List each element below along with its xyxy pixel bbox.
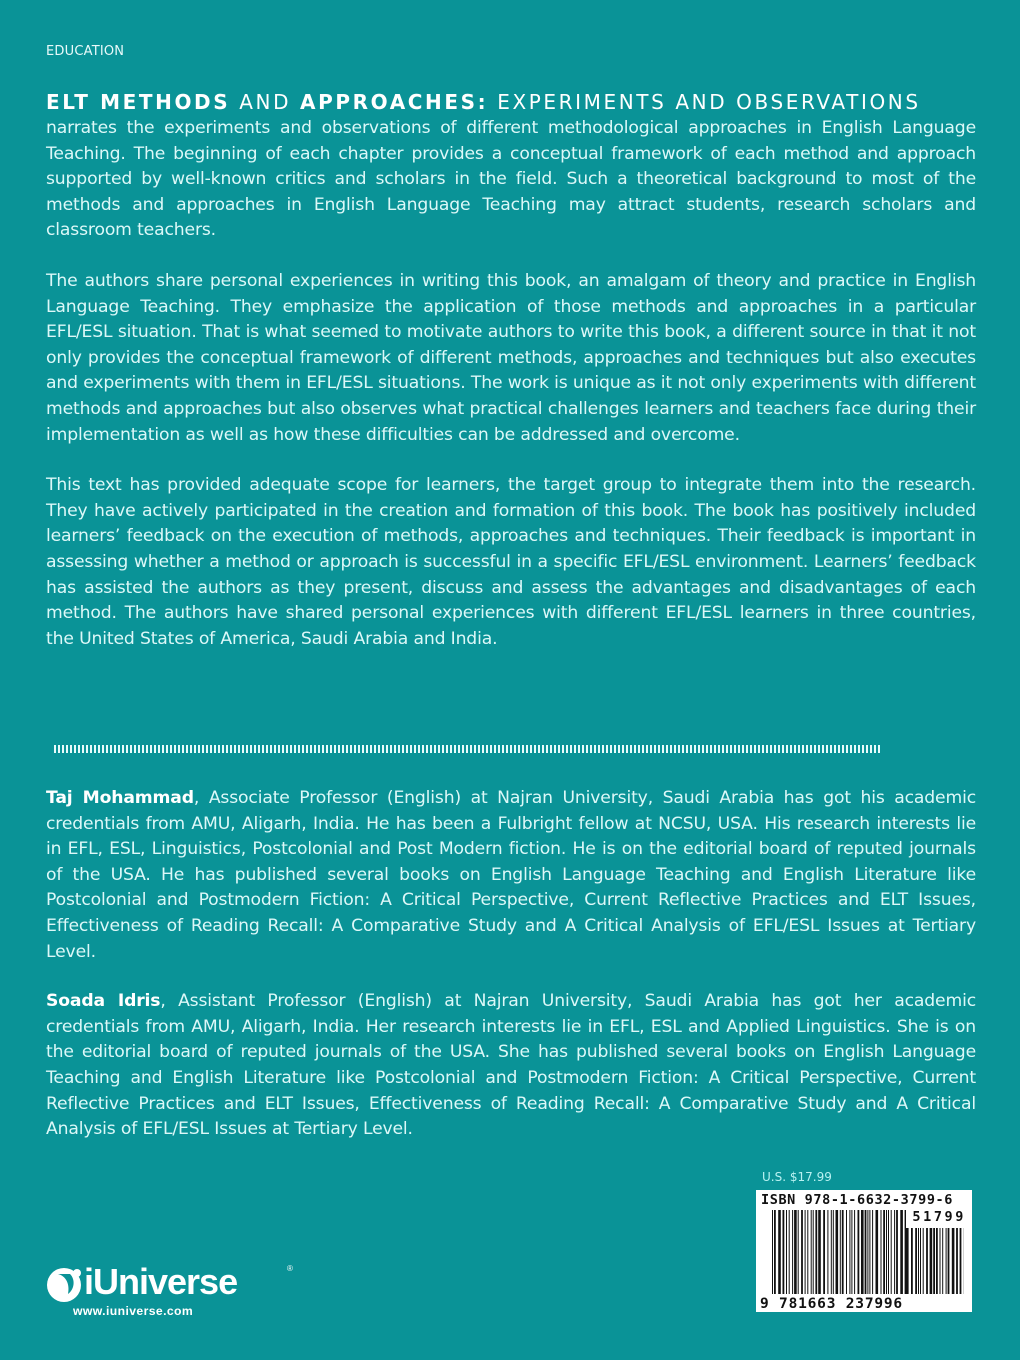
barcode-bar: [811, 1210, 812, 1294]
barcode-bar: [930, 1228, 933, 1294]
barcode-bar: [851, 1210, 852, 1294]
barcode-bar: [827, 1210, 828, 1294]
barcode-bar: [942, 1228, 943, 1294]
barcode-bar: [858, 1210, 860, 1294]
description-paragraph-1: narrates the experiments and observations of different methodological approaches in English Language Teaching. The beginning of each chapter provides a conceptual framework of each method and approach supported by well-known critics and scholars in the field. Such a theoretical background to most of the methods and approaches in English Language Teaching may attract students, research scholars and classroom teachers.: [46, 118, 976, 241]
barcode-bar: [846, 1210, 847, 1294]
barcode-bar: [798, 1210, 799, 1294]
barcode-bar: [813, 1210, 814, 1294]
barcode-bar: [940, 1228, 941, 1294]
publisher-name: iUniverse: [84, 1261, 238, 1302]
isbn-barcode: [756, 1190, 972, 1312]
barcode-bar: [865, 1210, 867, 1294]
author-bio-1: [46, 786, 976, 965]
barcode-bar: [861, 1210, 864, 1294]
barcode-bar: [869, 1210, 870, 1294]
barcode-bar: [923, 1228, 924, 1294]
registered-mark: ®: [287, 1264, 293, 1273]
publisher-logo: [44, 1260, 304, 1330]
description-paragraph-2: The authors share personal experiences in writing this book, an amalgam of theory and practice in English Language Teaching. They emphasize the application of those methods and approaches in a particular EFL/ESL situation. That is what seemed to motivate authors to write this book, a different source in that it not only provides the conceptual framework of different methods, approaches and techniques but also executes and experiments with them in EFL/ESL situations. The work is unique as it not only experiments with different methods and approaches but also observes what practical challenges learners and teachers face during their implementation as well as how these difficulties can be addressed and overcome.: [46, 270, 976, 445]
barcode-bar: [886, 1210, 887, 1294]
barcode-bar: [867, 1210, 868, 1294]
barcode-bar: [842, 1210, 844, 1294]
barcode-bar: [915, 1228, 917, 1294]
description-paragraph-3: This text has provided adequate scope for learners, the target group to integrate them into the research. They have actively participated in the creation and formation of this book. The book has positively included learners’ feedback on the execution of methods, approaches and techniques. Their feedback is important in assessing whether a method or approach is successful in a specific EFL/ESL environment. Learners’ feedback has assisted the authors as they present, discuss and assess the advantages and disadvantages of each method. The authors have shared personal experiences with different EFL/ESL learners in three countries, the United States of America, Saudi Arabia and India.: [46, 475, 976, 649]
barcode-bar: [840, 1210, 841, 1294]
title-part-and: AND: [230, 90, 301, 114]
barcode-bar: [946, 1228, 947, 1294]
iuniverse-swoosh-icon: [44, 1264, 84, 1304]
author-bios: [46, 786, 976, 1167]
book-title: [46, 88, 976, 116]
author-name: Taj Mohammad: [46, 788, 194, 808]
barcode-bar: [906, 1228, 909, 1294]
barcode-bar: [783, 1210, 785, 1294]
barcode-bar: [926, 1228, 928, 1294]
barcode-bar: [911, 1228, 913, 1294]
barcode-bar: [872, 1210, 873, 1294]
barcode-bar: [789, 1210, 790, 1294]
barcode-bar: [801, 1210, 803, 1294]
barcode-bar: [805, 1210, 806, 1294]
barcode-bar: [920, 1228, 921, 1294]
barcode-bar: [778, 1210, 781, 1294]
title-part-elt-methods: ELT METHODS: [46, 90, 231, 114]
barcode-bar: [956, 1228, 958, 1294]
author-bio-2: [46, 989, 976, 1143]
barcode-bar: [888, 1210, 889, 1294]
barcode-bar: [831, 1210, 832, 1294]
barcode-main-bars: [772, 1210, 910, 1294]
barcode-addon-bars: [906, 1228, 966, 1294]
barcode-bar: [815, 1210, 817, 1294]
barcode-bar: [900, 1210, 903, 1294]
section-divider: [54, 745, 882, 753]
barcode-bar: [807, 1210, 808, 1294]
ean-number: 9 781663 237996: [760, 1296, 903, 1312]
barcode-addon-number: 51799: [912, 1209, 966, 1225]
title-part-approaches: APPROACHES:: [300, 90, 489, 114]
barcode-bar: [823, 1210, 825, 1294]
barcode-bar: [786, 1210, 787, 1294]
publisher-url: www.iuniverse.com: [73, 1304, 194, 1318]
barcode-bar: [960, 1228, 962, 1294]
isbn-number: ISBN 978-1-6632-3799-6: [761, 1192, 954, 1208]
barcode-bar: [936, 1228, 938, 1294]
author-bio-text: , Associate Professor (English) at Najran University, Saudi Arabia has got his academic credentials from AMU, Aligarh, India. He has been a Fulbright fellow at NCSU, USA. His research interests lie in EFL, ESL, Linguistics, Postcolonial and Post Modern fiction. He is on the editorial board of reputed journals of the USA. He has published several books on English Language Teaching and English Literature like Postcolonial and Postmodern Fiction: A Critical Perspective, Current Reflective Practices and ELT Issues, Effectiveness of Reading Recall: A Comparative Study and A Critical Analysis of EFL/ESL Issues at Tertiary Level.: [46, 788, 977, 962]
barcode-bar: [792, 1210, 793, 1294]
barcode-bar: [952, 1228, 955, 1294]
barcode-bar: [794, 1210, 797, 1294]
category-label: EDUCATION: [46, 44, 125, 59]
price-label: U.S. $17.99: [762, 1170, 832, 1184]
barcode-bar: [833, 1210, 834, 1294]
barcode-bar: [818, 1210, 821, 1294]
title-part-subtitle: EXPERIMENTS AND OBSERVATIONS: [488, 90, 921, 114]
barcode-bar: [854, 1210, 855, 1294]
barcode-bar: [836, 1210, 839, 1294]
barcode-bar: [894, 1210, 895, 1294]
barcode-bar: [918, 1228, 919, 1294]
barcode-bar: [881, 1210, 882, 1294]
barcode-bar: [774, 1210, 776, 1294]
barcode-bar: [948, 1228, 950, 1294]
author-bio-text: , Assistant Professor (English) at Najran University, Saudi Arabia has got her academic credentials from AMU, Aligarh, India. Her research interests lie in EFL, ESL and Applied Linguistics. She is on the editorial board of reputed journals of the USA. She has published several books on English Language Teaching and English Literature like Postcolonial and Postmodern Fiction: A Critical Perspective, Current Reflective Practices and ELT Issues, Effectiveness of Reading Recall: A Comparative Study and A Critical Analysis of EFL/ESL Issues at Tertiary Level.: [46, 991, 976, 1140]
barcode-bar: [876, 1210, 879, 1294]
barcode-bar: [883, 1210, 885, 1294]
barcode-bar: [891, 1210, 892, 1294]
barcode-bar: [849, 1210, 850, 1294]
description: [46, 88, 976, 677]
author-name: Soada Idris: [46, 991, 161, 1012]
barcode-bar: [896, 1210, 898, 1294]
barcode-bar: [772, 1210, 773, 1294]
barcode-bar: [933, 1228, 935, 1294]
